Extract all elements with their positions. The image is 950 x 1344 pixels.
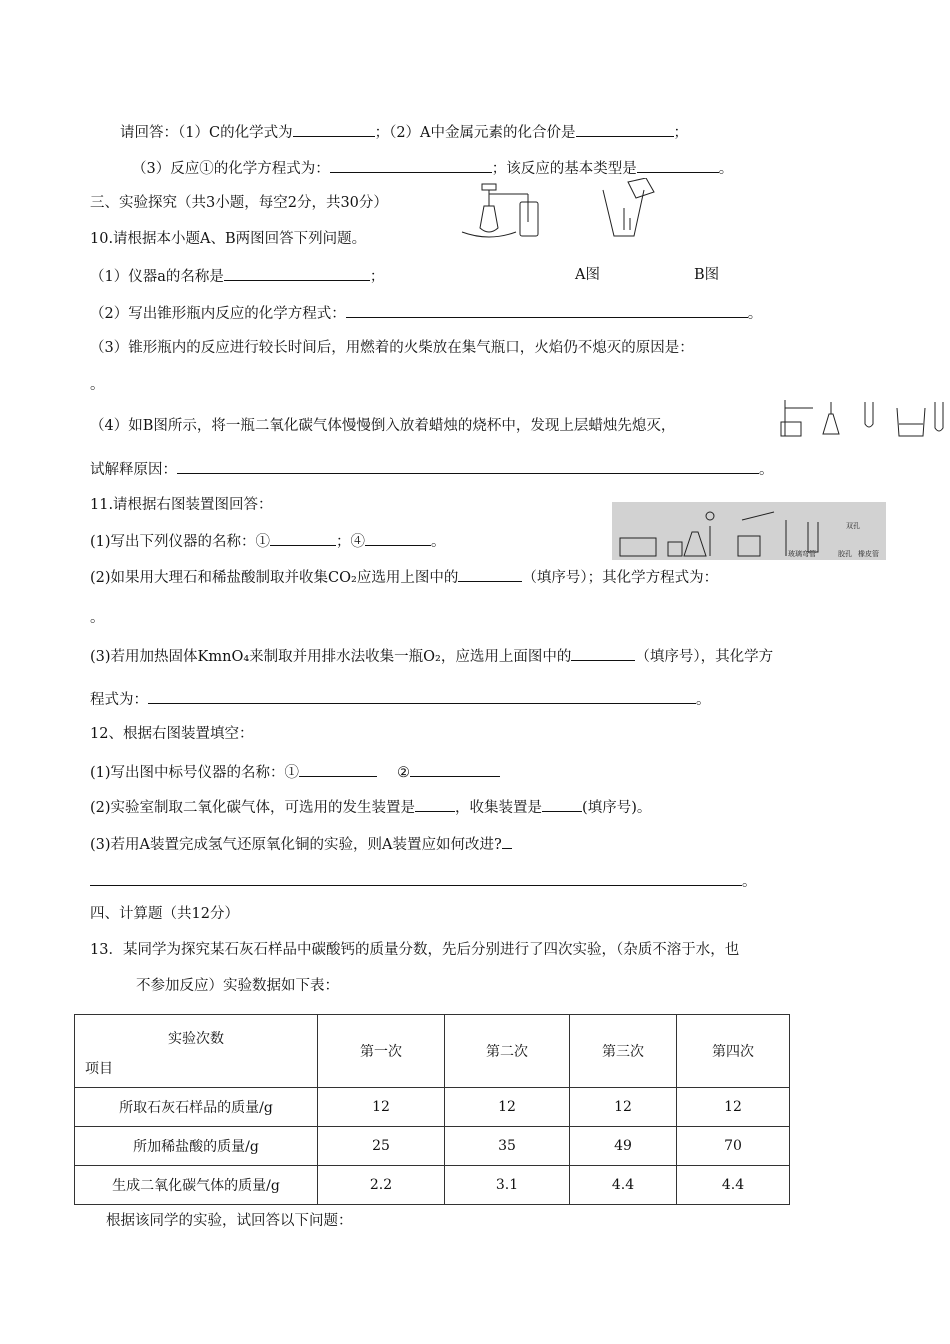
table-corner-cell: [75, 1015, 318, 1088]
answer-blank[interactable]: [576, 121, 674, 137]
text: （2）写出锥形瓶内反应的化学方程式：: [90, 306, 346, 322]
table-cell: 12: [318, 1088, 445, 1127]
column-header: 第四次: [677, 1015, 790, 1088]
corner-top-label: 实验次数: [168, 1031, 224, 1047]
question-13-prompt: 根据该同学的实验，试回答以下问题：: [106, 1213, 353, 1229]
text: 。: [696, 692, 711, 708]
column-header: 第三次: [570, 1015, 677, 1088]
table-cell: 3.1: [445, 1166, 570, 1205]
text: （1）仪器a的名称是: [90, 269, 224, 285]
question-12-part-3: [90, 833, 512, 855]
apparatus-row-figure: [773, 398, 949, 440]
answer-blank[interactable]: [365, 530, 431, 546]
row-label: 所加稀盐酸的质量/g: [75, 1127, 318, 1166]
table-cell: 25: [318, 1127, 445, 1166]
question-10-stem: 10.请根据本小题A、B两图回答下列问题。: [90, 231, 367, 247]
text: 。: [742, 874, 757, 890]
answer-blank[interactable]: [410, 761, 500, 777]
text: （填序号），其化学方: [635, 649, 774, 665]
question-11-part-1: [90, 530, 446, 552]
answer-blank[interactable]: [346, 302, 748, 318]
text: ；该反应的基本类型是: [491, 161, 637, 177]
answer-blank[interactable]: [542, 796, 582, 812]
column-header: 第一次: [318, 1015, 445, 1088]
label-double-hole: 双孔: [846, 522, 860, 530]
text: (2)实验室制取二氧化碳气体，可选用的发生装置是: [90, 800, 416, 816]
question-11-part-3-answer: [90, 688, 711, 710]
question-10-part-4: （4）如B图所示，将一瓶二氧化碳气体慢慢倒入放着蜡烛的烧杯中，发现上层蜡烛先熄灭，: [90, 418, 676, 434]
text: 程式为：: [90, 692, 148, 708]
section-4-heading: 四、计算题（共12分）: [90, 906, 239, 922]
table-cell: 70: [677, 1127, 790, 1166]
table-cell: 12: [570, 1088, 677, 1127]
answer-blank[interactable]: [224, 265, 370, 281]
table-cell: 4.4: [677, 1166, 790, 1205]
question-9-answer-line-2: [132, 157, 733, 179]
text: 。: [747, 306, 763, 322]
text: 试解释原因：: [90, 462, 177, 478]
text: (2)如果用大理石和稀盐酸制取并收集CO₂应选用上图中的: [90, 570, 459, 586]
question-10-part-2: [90, 302, 762, 324]
question-12-part-2: [90, 796, 651, 818]
question-13-stem-line-1: 13．某同学为探究某石灰石样品中碳酸钙的质量分数，先后分别进行了四次实验，（杂质不溶于水，也: [90, 942, 740, 958]
answer-blank[interactable]: [293, 121, 375, 137]
question-12-part-1: [90, 761, 500, 783]
row-label: 生成二氧化碳气体的质量/g: [75, 1166, 318, 1205]
text: (填序号)。: [582, 800, 652, 816]
text: (1)写出下列仪器的名称：①: [90, 534, 271, 550]
answer-blank[interactable]: [90, 870, 742, 886]
table-cell: 12: [677, 1088, 790, 1127]
answer-blank[interactable]: [177, 458, 759, 474]
text: ；: [369, 269, 385, 285]
text: 。: [718, 161, 734, 177]
row-label: 所取石灰石样品的质量/g: [75, 1088, 318, 1127]
question-11-part-2: [90, 566, 718, 588]
question-12-stem: 12、根据右图装置填空：: [90, 726, 254, 742]
text: （填序号）；其化学方程式为：: [522, 570, 719, 586]
answer-blank[interactable]: [299, 761, 377, 777]
table-cell: 49: [570, 1127, 677, 1166]
section-3-heading: 三、实验探究（共3小题，每空2分，共30分）: [90, 195, 388, 211]
column-header: 第二次: [445, 1015, 570, 1088]
answer-blank[interactable]: [571, 645, 635, 661]
question-13-stem-line-2: 不参加反应）实验数据如下表：: [136, 978, 339, 994]
question-11-part-3: [90, 645, 773, 667]
corner-bottom-label: 项目: [85, 1061, 113, 1077]
question-10-part-4-answer: [90, 458, 774, 480]
text: (3)若用加热固体KmnO₄来制取并用排水法收集一瓶O₂，应选用上面图中的: [90, 649, 572, 665]
table-cell: 35: [445, 1127, 570, 1166]
text: 。: [431, 534, 446, 550]
label-single-hole: 胶孔: [838, 550, 852, 558]
question-10-part-3: （3）锥形瓶内的反应进行较长时间后，用燃着的火柴放在集气瓶口，火焰仍不熄灭的原因是：: [90, 340, 694, 356]
question-9-answer-line-1: [120, 121, 688, 143]
question-11-stem: 11.请根据右图装置图回答：: [90, 497, 273, 513]
question-11-part-2-answer: 。: [90, 610, 105, 626]
table-cell: 4.4: [570, 1166, 677, 1205]
figure-a-caption: A图: [575, 267, 600, 283]
funnel-cap: [482, 184, 496, 190]
text: (1)写出图中标号仪器的名称：①: [90, 765, 300, 781]
label-glass-tube: 玻璃弯管: [788, 550, 816, 558]
label-rubber-tube: 橡皮管: [858, 550, 879, 558]
apparatus-figure-11: [612, 502, 886, 560]
figure-b-caption: B图: [694, 267, 720, 283]
table-row: [75, 1088, 790, 1127]
table-row: [75, 1127, 790, 1166]
question-10-part-1: [90, 265, 384, 287]
table-cell: 2.2: [318, 1166, 445, 1205]
table-row: [75, 1166, 790, 1205]
answer-blank[interactable]: [270, 530, 336, 546]
answer-blank[interactable]: [502, 833, 512, 849]
answer-blank[interactable]: [148, 688, 696, 704]
text: 请回答：（1）C的化学式为: [120, 125, 293, 141]
answer-blank[interactable]: [330, 157, 492, 173]
text: (3)若用A装置完成氢气还原氧化铜的实验，则A装置应如何改进?: [90, 837, 502, 853]
table-cell: 12: [445, 1088, 570, 1127]
text: ；（2）A中金属元素的化合价是: [374, 125, 576, 141]
question-10-part-3-answer: 。: [90, 377, 105, 393]
experiment-data-table: [74, 1014, 790, 1205]
answer-blank[interactable]: [415, 796, 455, 812]
text: 。: [759, 462, 774, 478]
text: ②: [397, 765, 411, 781]
text: ；: [673, 125, 689, 141]
apparatus-figure-ab: [458, 178, 680, 242]
table-header-row: [75, 1015, 790, 1088]
answer-blank[interactable]: [637, 157, 719, 173]
text: （3）反应①的化学方程式为：: [132, 161, 330, 177]
question-12-part-3-answer: [90, 870, 757, 892]
text: ，收集装置是: [455, 800, 543, 816]
text: ；④: [336, 534, 366, 550]
answer-blank[interactable]: [458, 566, 522, 582]
